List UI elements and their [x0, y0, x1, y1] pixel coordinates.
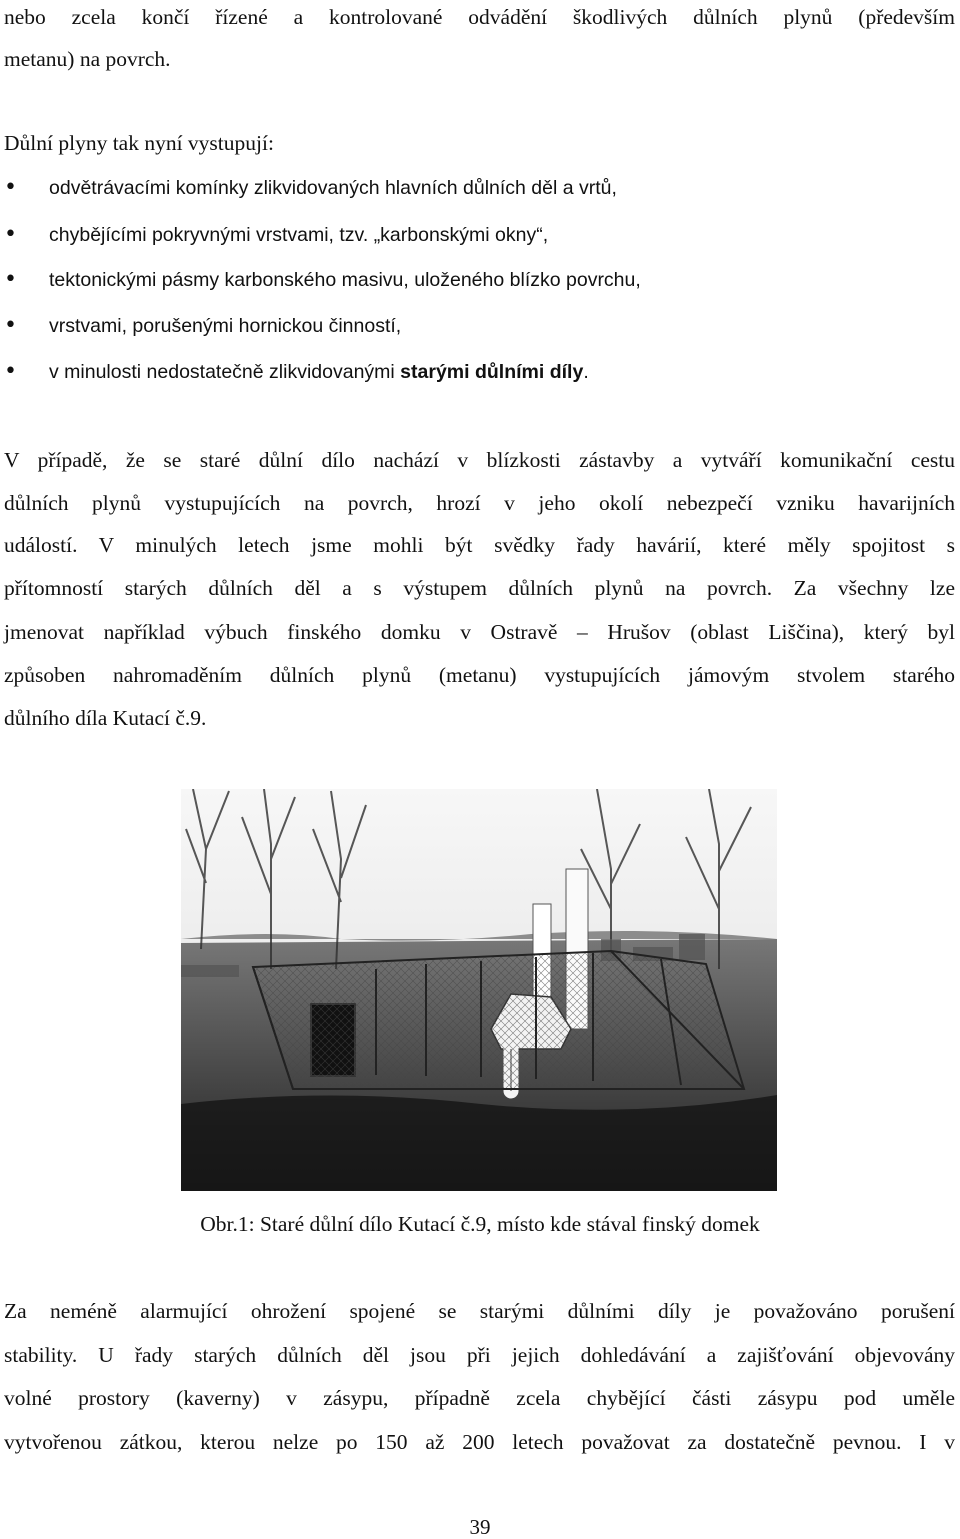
- list-item: chybějícími pokryvnými vrstvami, tzv. „karbonskými okny“,: [49, 224, 549, 246]
- paragraph-line: metanu) na povrch.: [4, 47, 171, 71]
- paragraph-line: volné prostory (kaverny) v zásypu, případně zcela chybějící části zásypu pod uměle: [4, 1386, 955, 1410]
- list-item-suffix: .: [583, 361, 589, 383]
- paragraph-line: vytvořenou zátkou, kterou nelze po 150 až 200 letech považovat za dostatečně pevnou. I v: [4, 1430, 955, 1454]
- figure-caption: Obr.1: Staré důlní dílo Kutací č.9, místo kde stával finský domek: [200, 1212, 760, 1236]
- list-item-prefix: v minulosti nedostatečně zlikvidovanými: [49, 361, 401, 383]
- bullet-icon: •: [4, 313, 17, 338]
- paragraph-line: způsoben nahromaděním důlních plynů (metanu) vystupujících jámovým stvolem starého: [4, 663, 955, 687]
- list-item-last: [49, 359, 589, 385]
- paragraph-line: Za neméně alarmující ohrožení spojené se starými důlními díly je považováno porušení: [4, 1299, 955, 1323]
- paragraph-line: stability. U řady starých důlních děl jsou při jejich dohledávání a zajišťování objevovány: [4, 1343, 955, 1367]
- mine-shaft-photo: [181, 789, 777, 1191]
- bullet-icon: •: [4, 267, 17, 292]
- list-item: odvětrávacími komínky zlikvidovaných hlavních důlních děl a vrtů,: [49, 177, 617, 199]
- paragraph-line: událostí. V minulých letech jsme mohli být svědky řady havárií, které měly spojitost s: [4, 533, 955, 557]
- list-item: vrstvami, porušenými hornickou činností,: [49, 315, 402, 337]
- paragraph-line: nebo zcela končí řízené a kontrolované odvádění škodlivých důlních plynů (především: [4, 5, 955, 29]
- paragraph-line: V případě, že se staré důlní dílo nachází v blízkosti zástavby a vytváří komunikační cestu: [4, 448, 955, 472]
- list-item: tektonickými pásmy karbonského masivu, uloženého blízko povrchu,: [49, 269, 641, 291]
- bullet-icon: •: [4, 175, 17, 200]
- bullet-icon: •: [4, 222, 17, 247]
- paragraph-line: jmenovat například výbuch finského domku v Ostravě – Hrušov (oblast Liščina), který byl: [4, 620, 955, 644]
- page-number: 39: [469, 1515, 491, 1539]
- bullet-icon: •: [4, 359, 17, 384]
- list-item-emphasis: starými důlními díly: [400, 361, 584, 383]
- paragraph-line: důlního díla Kutací č.9.: [4, 706, 207, 730]
- paragraph-line: důlních plynů vystupujících na povrch, hrozí v jeho okolí nebezpečí vzniku havarijních: [4, 491, 955, 515]
- list-intro: Důlní plyny tak nyní vystupují:: [4, 131, 274, 155]
- paragraph-line: přítomností starých důlních děl a s výstupem důlních plynů na povrch. Za všechny lze: [4, 576, 955, 600]
